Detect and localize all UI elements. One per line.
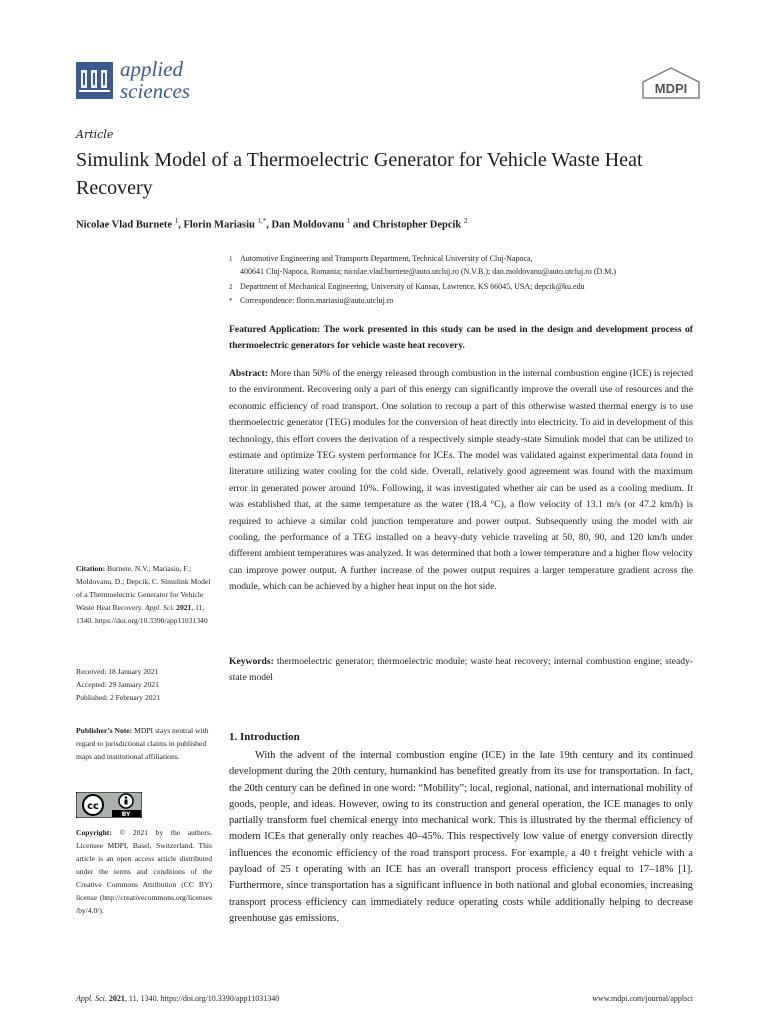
publisher-name: MDPI [654,81,688,96]
journal-name [120,58,190,102]
publisher-note-label: Publisher’s Note: [76,726,133,735]
citation-doi-link[interactable]: https://doi.org/10.3390/app11031340 [95,616,208,625]
mdpi-badge-icon [637,66,705,102]
footer-journal: Appl. Sci. [76,994,107,1003]
affiliation [229,281,709,294]
abstract-label: Abstract: [229,368,268,379]
author-name: Dan Moldovanu [271,219,345,231]
author-name: Florin Mariasiu [183,219,255,231]
publisher-logo [637,66,705,102]
cc-by-label: BY [121,811,131,818]
copyright-block [76,826,212,917]
author-list [76,217,467,231]
affiliation [229,253,709,279]
abstract [229,366,693,596]
copyright-text: © 2021 by the authors. Licensee MDPI, Basel, Switzerland. This article is an open access article distributed under the terms and conditions of the Creative Commons Attribution (CC BY) license (http://creativecommons.org/licenses /by/4.0/). [76,828,212,915]
affiliation-line: Automotive Engineering and Transports Department, Technical University of Cluj-Napoca, [240,254,533,263]
author-separator: , [266,219,272,231]
author-separator: and [350,219,373,231]
author-affil-sup: 1 [174,217,179,225]
citation-block [76,562,212,627]
author-affil-sup: 2 [463,217,468,225]
svg-text:cc: cc [87,801,99,812]
publisher-note [76,724,212,763]
author-affil-sup: 1 [346,217,351,225]
affiliation-number: 2 [229,283,233,291]
affiliation-number: 1 [229,255,233,263]
received-date: Received: 18 January 2021 [76,667,159,676]
footer-journal-url[interactable]: www.mdpi.com/journal/applsci [592,994,693,1003]
affiliation-line: Department of Mechanical Engineering, University of Kansas, Lawrence, KS 66045, USA; depcik@ku.edu [240,282,585,291]
citation-journal: Appl. Sci. [144,603,175,612]
publisher-note-text: MDPI stays neutral with regard to jurisdictional claims in published maps and institutional affiliations. [76,726,209,761]
affiliation-number: * [229,297,233,305]
author-name: Christopher Depcik [372,219,462,231]
affiliation [229,295,709,308]
journal-logo-icon [76,62,113,99]
footer-doi[interactable]: , 11, 1340. https://doi.org/10.3390/app11031340 [124,994,280,1003]
accepted-date: Accepted: 29 January 2021 [76,680,159,689]
author-name: Nicolae Vlad Burnete [76,219,173,231]
introduction-text: With the advent of the internal combustion engine (ICE) in the late 19th century and its continued development during the 20th century, humankind has benefited greatly from its use for transportation. In fact, the 20th century can be defined in one word: “Mobility”; local, regional, national, and international mobility of goods, people, and ideas. However, owing to its construction and general operation, the ICE manages to only partially transform fuel chemical energy into mechanical work. This is illustrated by the thermal efficiency of modern ICEs that generally only reaches 40–45%. This respectively low value of energy conversion directly influences the economic efficiency of the road transport process. For example, a 40 t freight vehicle with a payload of 25 t operating with an ICE has an overall transport process efficiency equal to 17–18% [1]. Furthermore, since transportation has a significant influence in both national and global economies, increasing transport process efficiency can immediately reduce operating costs while additionally helping to decrease greenhouse gas emissions. [229,750,693,924]
citation-volume: , 11, 1340. [76,603,205,625]
citation-label: Citation: [76,564,106,573]
journal-name-line1: applied [120,57,183,81]
citation-year: 2021 [176,603,192,612]
article-title: Simulink Model of a Thermoelectric Generator for Vehicle Waste Heat Recovery [76,149,643,199]
keywords [229,654,693,686]
article-type: Article [76,128,114,141]
citation-text: Burnete, N.V.; Mariasiu, F.; Moldovanu, D.; Depcik, C. Simulink Model of a Thermoelectric Generator for Vehicle Waste Heat Recovery. [76,564,211,612]
correspondence-line: Correspondence: florin.mariasiu@auto.utcluj.ro [240,296,394,305]
dates-block [76,665,212,704]
copyright-label: Copyright: [76,828,112,837]
author-affil-sup: 1,* [257,217,267,225]
footer-year: 2021 [108,994,125,1003]
cc-by-license-icon[interactable] [76,792,142,818]
abstract-text: More than 50% of the energy released through combustion in the internal combustion engine (ICE) is rejected to the environment. Recovering only a part of this energy can significantly improve the overall use of resources and the economic efficiency of road transport. One solution to recoup a part of this otherwise wasted thermal energy is to use thermoelectric generator (TEG) modules for the conversion of heat directly into electricity. To aid in development of this technology, this effort covers the derivation of a respectively simple steady-state Simulink model that can be utilized to estimate and optimize TEG system performance for ICEs. The model was validated against experimental data found in literature utilizing water cooling for the cold side. Overall, relatively good agreement was found with the maximum error in generated power around 10%. Following, it was investigated whether air can be used as a cooling medium. It was established that, at the same temperature as the water (18.4 °C), a flow velocity of 13.1 m/s (or 47.2 km/h) is required to achieve a similar cold junction temperature and power output. Subsequently using the model with air cooling, the performance of a TEG installed on a heavy-duty vehicle traveling at 50, 80, 90, and 120 km/h under different ambient temperatures was analyzed. It was determined that both a lower temperature and a higher flow velocity can improve power output. A further increase of the power output requires a larger temperature gradient across the module, which can be achieved by a higher heat input on the hot side. [229,368,693,593]
author-separator: , [178,219,184,231]
keywords-label: Keywords: [229,656,274,667]
journal-name-line2: sciences [120,79,190,103]
keywords-text: thermoelectric generator; thermoelectric module; waste heat recovery; internal combustion engine; steady-state model [229,656,693,683]
affiliation-line: 400641 Cluj-Napoca, Romania; nicolae.vlad.burnete@auto.utcluj.ro (N.V.B.); dan.moldovanu@auto.utcluj.ro (D.M.) [240,267,617,276]
featured-application: Featured Application: The work presented in this study can be used in the design and development process of thermoelectric generators for vehicle waste heat recovery. [229,324,693,351]
footer-citation [76,994,279,1003]
published-date: Published: 2 February 2021 [76,693,161,702]
section-heading: 1. Introduction [229,731,300,743]
